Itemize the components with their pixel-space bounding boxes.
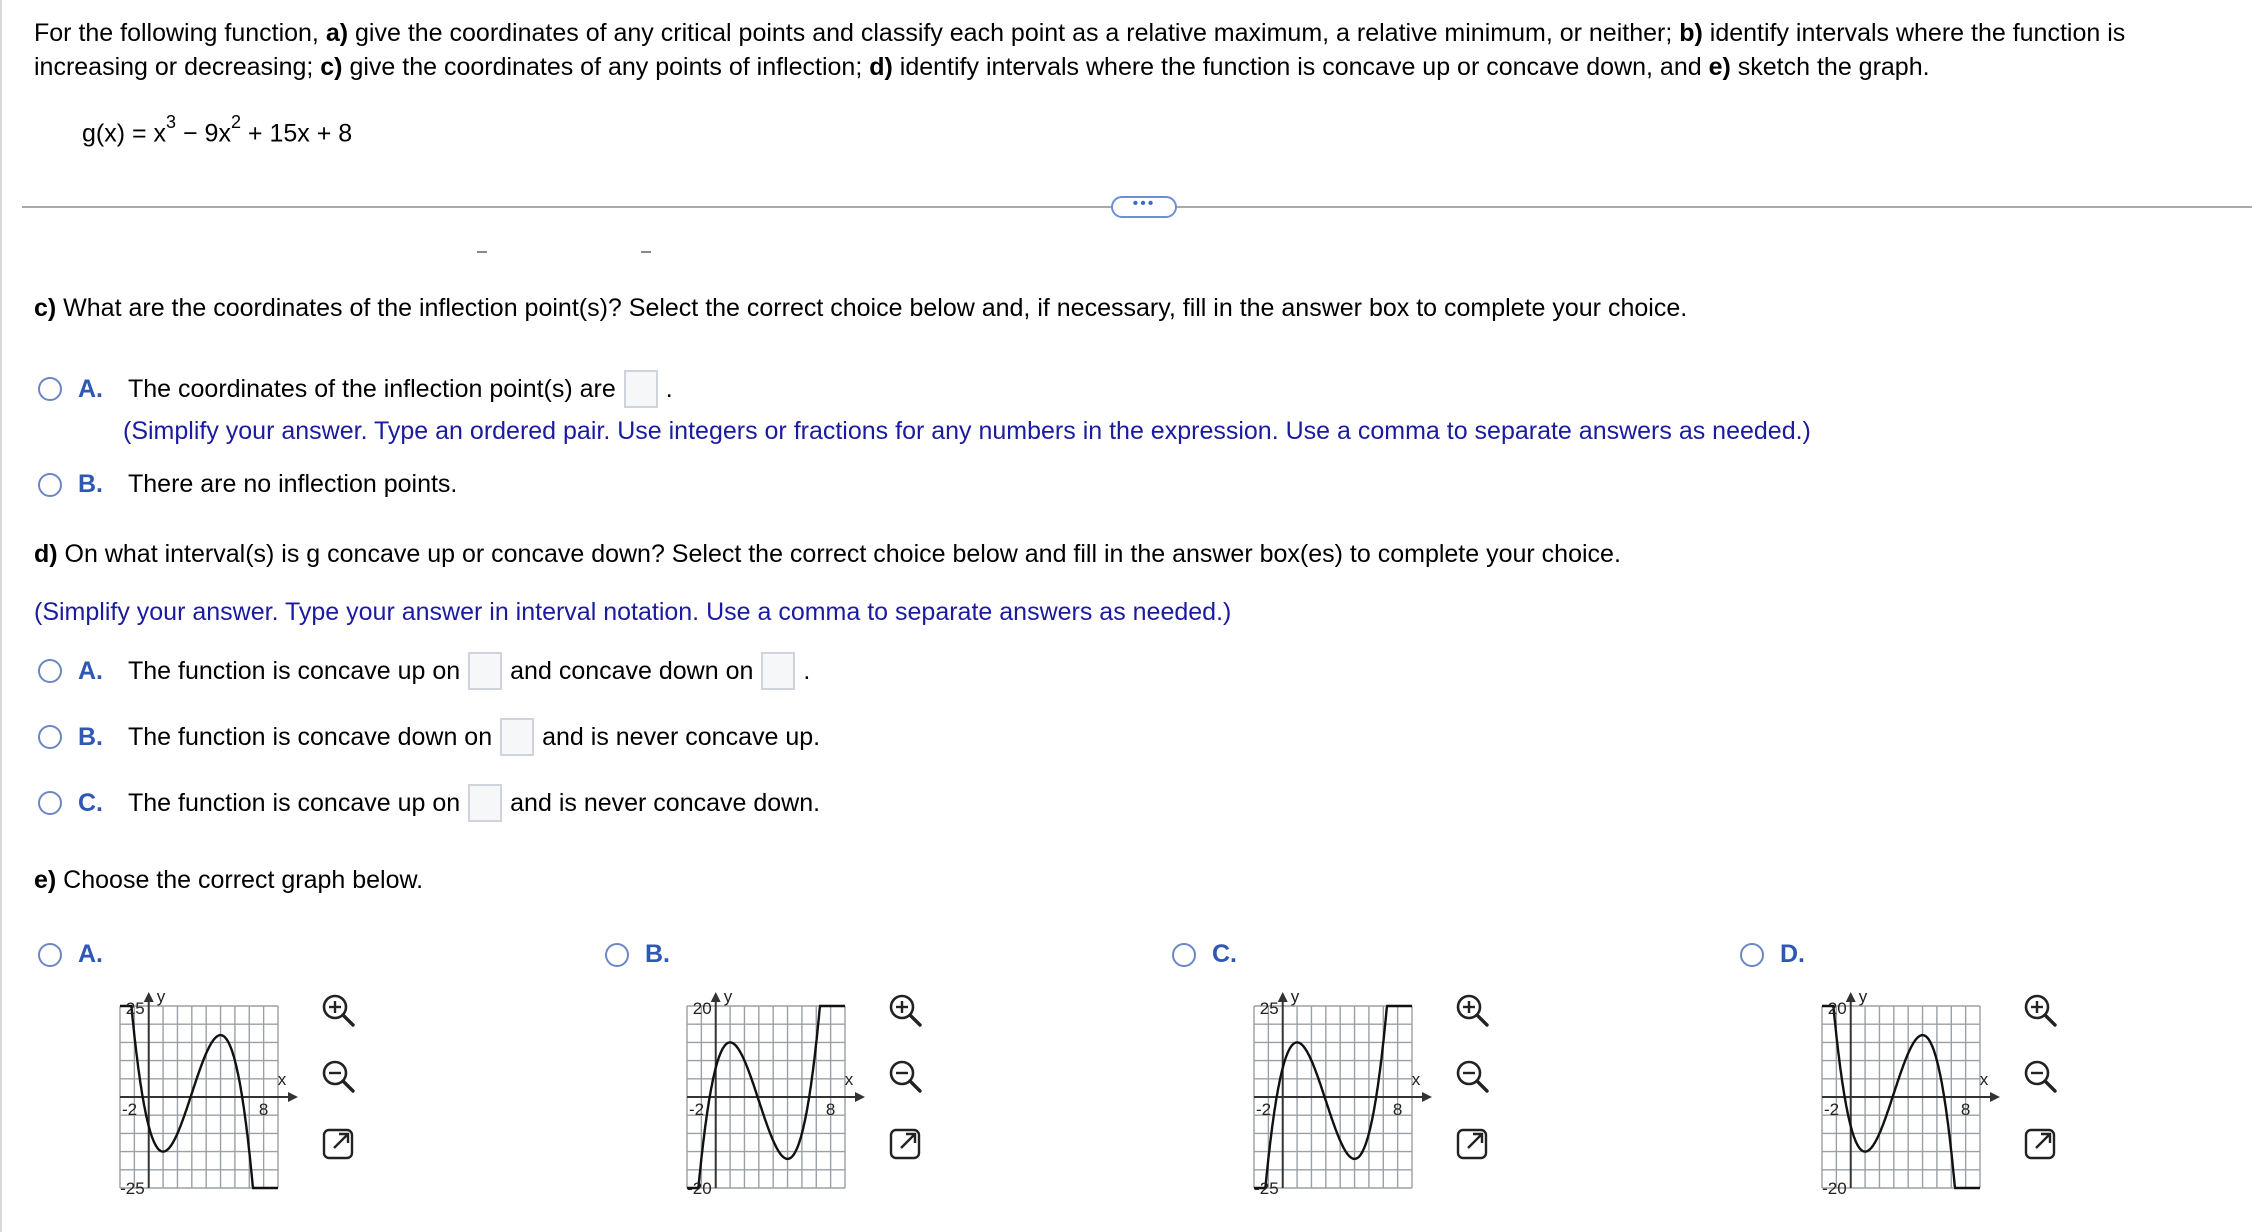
answer-box[interactable] — [500, 718, 534, 756]
y-min-label: -25 — [120, 1179, 145, 1198]
open-graph-icon[interactable] — [1452, 1124, 1492, 1164]
option-text: The function is concave up on — [128, 788, 461, 817]
part-d-option-a[interactable] — [38, 652, 810, 690]
y-axis-label: y — [156, 988, 166, 1006]
x-max-label: 8 — [1960, 1100, 1971, 1119]
answer-box[interactable] — [468, 784, 502, 822]
option-letter: B. — [645, 940, 670, 968]
y-min-label: -25 — [1254, 1179, 1279, 1198]
graph-option-header[interactable] — [1740, 940, 1824, 969]
instr-c-label: c) — [320, 53, 343, 81]
radio-button[interactable] — [38, 725, 62, 749]
y-axis-label: y — [1858, 988, 1868, 1006]
instr-e-label: e) — [1708, 53, 1731, 81]
graph-option-header[interactable] — [1172, 940, 1256, 969]
part-c-option-b[interactable] — [38, 470, 457, 499]
instr-d-label: d) — [869, 53, 893, 81]
option-letter: C. — [78, 788, 103, 817]
part-c-hint: (Simplify your answer. Type an ordered pair. Use integers or fractions for any numbers in the expression. Use a comma to separate answers as needed.) — [123, 417, 1811, 445]
graph-plot[interactable] — [78, 988, 338, 1208]
x-min-label: -2 — [1824, 1100, 1840, 1119]
x-max-label: 8 — [825, 1100, 836, 1119]
y-axis-arrow — [711, 992, 721, 1002]
y-max-label: 25 — [1259, 999, 1279, 1018]
x-axis-label: x — [277, 1070, 287, 1089]
option-letter: B. — [78, 722, 103, 751]
part-e-label: e) — [34, 866, 57, 894]
instr-d-text: identify intervals where the function is concave up or concave down, and — [892, 53, 1709, 81]
option-text: and is never concave down. — [510, 788, 821, 817]
y-axis-arrow — [1846, 992, 1856, 1002]
x-min-label: -2 — [689, 1100, 705, 1119]
option-letter: A. — [78, 656, 103, 685]
answer-box-concave-down[interactable] — [761, 652, 795, 690]
y-min-label: -20 — [687, 1179, 712, 1198]
radio-button[interactable] — [38, 791, 62, 815]
graph-option-b[interactable] — [605, 940, 1005, 1220]
x-axis-label: x — [1411, 1070, 1421, 1089]
radio-button[interactable] — [38, 377, 62, 401]
instr-a-text: give the coordinates of any critical points and classify each point as a relative maximum, a relative minimum, or neither; — [348, 19, 1680, 47]
open-graph-icon[interactable] — [318, 1124, 358, 1164]
option-text: and is never concave up. — [542, 722, 821, 751]
x-axis-arrow — [855, 1092, 865, 1102]
func-mid: − 9x — [176, 119, 231, 148]
part-d-text: On what interval(s) is g concave up or concave down? Select the correct choice below and fill in the answer box(es) to complete your choice. — [57, 540, 1621, 568]
option-letter: B. — [78, 470, 103, 498]
option-letter: D. — [1780, 940, 1805, 968]
func-exp2: 2 — [230, 112, 241, 132]
y-max-label: 25 — [125, 999, 145, 1018]
option-end: . — [803, 656, 811, 685]
x-min-label: -2 — [1256, 1100, 1272, 1119]
option-text: The function is concave down on — [128, 722, 493, 751]
x-max-label: 8 — [1392, 1100, 1403, 1119]
zoom-out-icon[interactable] — [1452, 1056, 1492, 1096]
instr-text: For the following function, — [34, 19, 326, 47]
option-end: . — [665, 374, 673, 403]
option-letter: C. — [1212, 940, 1237, 968]
open-graph-icon[interactable] — [885, 1124, 925, 1164]
func-exp1: 3 — [166, 112, 177, 132]
y-axis-label: y — [723, 988, 733, 1006]
instr-c-text: give the coordinates of any points of inflection; — [342, 53, 870, 81]
option-text: The coordinates of the inflection point(s) are — [128, 374, 616, 403]
part-e-text: Choose the correct graph below. — [56, 866, 424, 894]
part-c-text: What are the coordinates of the inflection point(s)? Select the correct choice below and, if necessary, fill in the answer box to complete your choice. — [56, 294, 1688, 322]
radio-button[interactable] — [1172, 943, 1196, 967]
option-letter: A. — [78, 374, 103, 403]
y-max-label: 20 — [692, 999, 712, 1018]
x-min-label: -2 — [122, 1100, 138, 1119]
open-graph-icon[interactable] — [2020, 1124, 2060, 1164]
expand-button[interactable] — [1111, 196, 1177, 218]
x-axis-label: x — [844, 1070, 854, 1089]
graph-plot[interactable] — [645, 988, 905, 1208]
part-e-question — [34, 866, 423, 895]
zoom-out-icon[interactable] — [885, 1056, 925, 1096]
y-axis-arrow — [144, 992, 154, 1002]
answer-box[interactable] — [624, 370, 658, 408]
part-d-option-b[interactable] — [38, 718, 820, 756]
radio-button[interactable] — [38, 943, 62, 967]
func-rest: + 15x + 8 — [240, 119, 353, 148]
part-d-hint: (Simplify your answer. Type your answer in interval notation. Use a comma to separate answers as needed.) — [34, 598, 1232, 626]
part-d-question — [34, 540, 1621, 569]
instr-b-text: identify intervals where the function is increasing or decreasing; — [34, 19, 2126, 81]
x-max-label: 8 — [258, 1100, 269, 1119]
left-border — [0, 0, 2, 1232]
radio-button[interactable] — [38, 659, 62, 683]
option-letter: A. — [78, 940, 103, 968]
func-lhs: g(x) = x — [82, 119, 167, 148]
x-axis-arrow — [1990, 1092, 2000, 1102]
radio-button[interactable] — [1740, 943, 1764, 967]
part-d-label: d) — [34, 540, 58, 568]
answer-box-concave-up[interactable] — [468, 652, 502, 690]
y-axis-label: y — [1290, 988, 1300, 1006]
instr-b-label: b) — [1679, 19, 1703, 47]
zoom-out-icon[interactable] — [318, 1056, 358, 1096]
instr-a-label: a) — [325, 19, 349, 47]
divider-tick — [477, 251, 487, 253]
x-axis-label: x — [1979, 1070, 1989, 1089]
graph-option-header[interactable] — [605, 940, 689, 969]
x-axis-arrow — [288, 1092, 298, 1102]
graph-plot[interactable] — [1212, 988, 1472, 1208]
graph-option-d[interactable] — [1740, 940, 2140, 1220]
part-c-question — [34, 294, 1687, 323]
radio-button[interactable] — [38, 473, 62, 497]
zoom-in-icon[interactable] — [885, 990, 925, 1030]
zoom-in-icon[interactable] — [318, 990, 358, 1030]
graph-plot[interactable] — [1780, 988, 2040, 1208]
radio-button[interactable] — [605, 943, 629, 967]
divider-tick — [641, 251, 651, 253]
zoom-in-icon[interactable] — [2020, 990, 2060, 1030]
instr-e-text: sketch the graph. — [1730, 53, 1930, 81]
zoom-out-icon[interactable] — [2020, 1056, 2060, 1096]
graph-option-header[interactable] — [38, 940, 122, 969]
y-axis-arrow — [1278, 992, 1288, 1002]
graph-option-c[interactable] — [1172, 940, 1572, 1220]
option-text: and concave down on — [510, 656, 754, 685]
option-text: The function is concave up on — [128, 656, 461, 685]
part-d-option-c[interactable] — [38, 784, 820, 822]
zoom-in-icon[interactable] — [1452, 990, 1492, 1030]
y-max-label: 20 — [1827, 999, 1847, 1018]
y-min-label: -20 — [1822, 1179, 1847, 1198]
expand-dots: ••• — [1132, 195, 1156, 212]
instructions — [34, 16, 2224, 84]
function-expression — [82, 112, 353, 148]
graph-option-a[interactable] — [38, 940, 438, 1220]
option-text: There are no inflection points. — [128, 470, 458, 498]
part-c-label: c) — [34, 294, 57, 322]
x-axis-arrow — [1422, 1092, 1432, 1102]
part-c-option-a[interactable] — [38, 370, 673, 408]
